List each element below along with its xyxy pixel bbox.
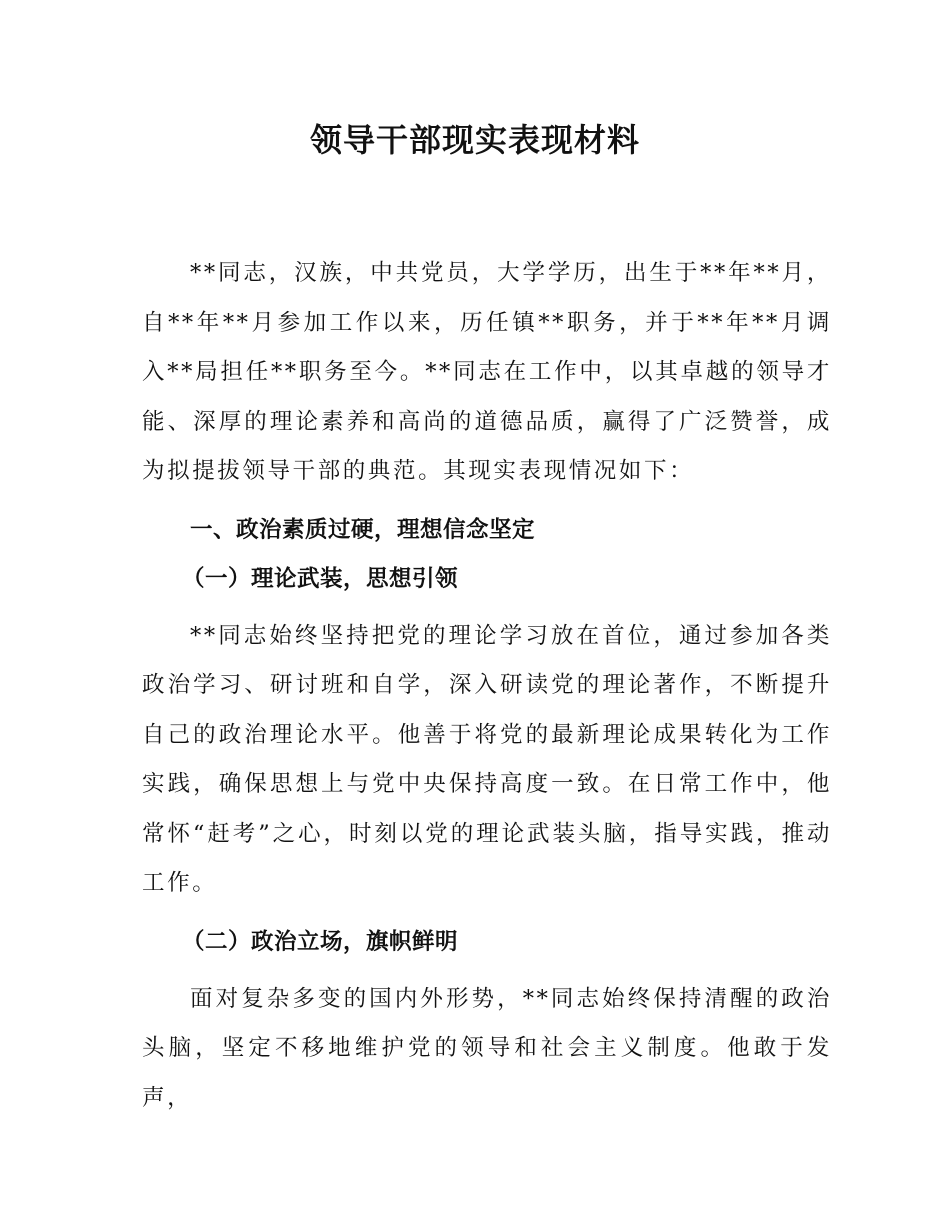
document-title: 领导干部现实表现材料 (309, 121, 640, 159)
section-heading-1: 一、政治素质过硬，理想信念坚定 (190, 516, 536, 543)
document-body (142, 249, 832, 1123)
intro-paragraph: **同志，汉族，中共党员，大学学历，出生于**年**月，自**年**月参加工作以来，历任镇**职务，并于**年**月调入**局担任**职务至今。**同志在工作中，以其卓越的领导才能、深厚的理论素养和高尚的道德品质，赢得了广泛赞誉，成为拟提拔领导干部的典范。其现实表现情况如下： (142, 260, 832, 484)
subsection-paragraph-2: 面对复杂多变的国内外形势，**同志始终保持清醒的政治头脑，坚定不移地维护党的领导和社会主义制度。他敢于发声， (142, 985, 832, 1111)
subsection-heading-1: （一）理论武装，思想引领 (182, 565, 459, 592)
subsection-heading-2: （二）政治立场，旗帜鲜明 (182, 928, 459, 955)
subsection-paragraph-1: **同志始终坚持把党的理论学习放在首位，通过参加各类政治学习、研讨班和自学，深入研读党的理论著作，不断提升自己的政治理论水平。他善于将党的最新理论成果转化为工作实践，确保思想上与党中央保持高度一致。在日常工作中，他常怀“赶考”之心，时刻以党的理论武装头脑，指导实践，推动工作。 (142, 622, 832, 896)
